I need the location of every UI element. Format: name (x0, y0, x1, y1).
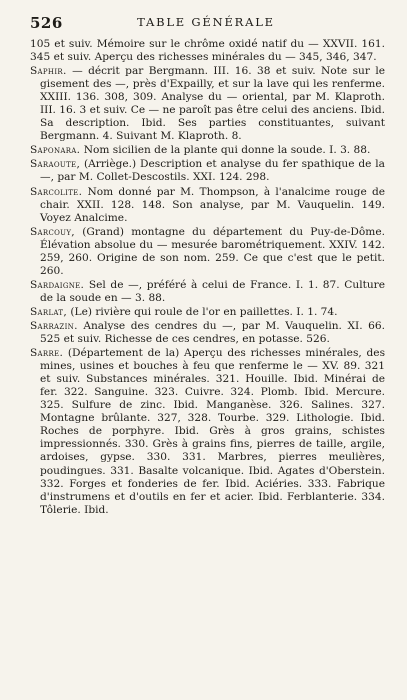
page-number: 526 (30, 14, 63, 32)
index-entry (30, 320, 385, 346)
entry-headword: Sarcolite. (30, 185, 83, 198)
index-entries (30, 38, 385, 518)
entry-headword: Sarre. (30, 347, 64, 360)
page-header (30, 14, 382, 32)
entry-headword: Sarcouy, (30, 225, 75, 238)
entry-text: (Arriège.) Description et analyse du fer spathique de la —, par M. Collet-Descostils. XXI. 124. 298. (40, 158, 385, 184)
entry-text: (Le) rivière qui roule de l'or en paillettes. I. 1. 74. (70, 305, 338, 318)
entry-text: (Grand) montagne du département du Puy-de-Dôme. Élévation absolue du — mesurée barométriquement. XXIV. 142. 259, 260. Origine de son nom. 259. Ce que c'est que le petit. 260. (40, 225, 385, 277)
entry-headword: Sardaigne. (30, 278, 85, 291)
entry-text: Sel de —, préféré à celui de France. I. 1. 87. Culture de la soude en — 3. 88. (40, 278, 385, 304)
entry-text: Analyse des cendres du —, par M. Vauquelin. XI. 66. 525 et suiv. Richesse de ces cendres, en potasse. 526. (40, 319, 386, 346)
index-entry (30, 144, 385, 157)
running-title: TABLE GÉNÉRALE (137, 15, 275, 29)
entry-headword: Saphir. (30, 65, 67, 78)
entry-text: — décrit par Bergmann. III. 16. 38 et suiv. Note sur le gisement des —, près d'Expailly, et sur la lave qui les renferme. XXIII. 136. 308, 309. Analyse du — oriental, par M. Klaproth. III. 16. 3 et suiv. Ce — ne paroît pas être celui des anciens. Ibid. Sa description. Ibid. Ses parties constituantes, suivant Bergmann. 4. Suivant M. Klaproth. 8. (40, 65, 385, 143)
index-entry (30, 347, 385, 517)
entry-headword: Sarrazin. (30, 319, 78, 332)
entry-text: Nom donné par M. Thompson, à l'analcime rouge de chair. XXII. 128. 148. Son analyse, par M. Vauquelin. 149. Voyez Analcime. (40, 185, 385, 224)
entry-text: Nom sicilien de la plante qui donne la soude. I. 3. 88. (83, 144, 371, 157)
index-entry-continuation (30, 38, 385, 64)
index-entry (30, 226, 385, 278)
entry-headword: Sarlat, (30, 305, 68, 318)
entry-text: (Département de la) Aperçu des richesses minérales, des mines, usines et bouches à feu que renferme le — XV. 89. 321 et suiv. Substances minérales. 321. Houille. Ibid. Minérai de fer. 322. Sanguine. 323. Cuivre. 324. Plomb. Ibid. Mercure. 325. Sulfure de zinc. Ibid. Manganèse. 326. Salines. 327. Montagne brûlante. 327, 328. Tourbe. 329. Lithologie. Ibid. Roches de porphyre. Ibid. Grès à gros grains, schistes impressionnés. 330. Grès à grains fins, pierres de taille, argile, ardoises, gypse. 330. 331. Marbres, pierres meulières, poudingues. 331. Basalte volcanique. Ibid. Agates d'Oberstein. 332. Forges et fonderies de fer. Ibid. Aciéries. 333. Fabrique d'instrumens et d'outils en fer et acier. Ibid. Ferblanterie. 334. Tôlerie. Ibid. (40, 347, 385, 516)
index-entry (30, 279, 385, 305)
entry-headword: Saraoute, (30, 158, 81, 171)
index-entry (30, 186, 385, 225)
entry-text: 105 et suiv. Mémoire sur le chrôme oxidé natif du — XXVII. 161. 345 et suiv. Aperçu des richesses minérales du — 345, 346, 347. (30, 38, 385, 64)
index-entry (30, 65, 385, 143)
index-entry (30, 158, 385, 184)
index-entry (30, 306, 385, 319)
entry-headword: Saponara. (30, 144, 81, 157)
